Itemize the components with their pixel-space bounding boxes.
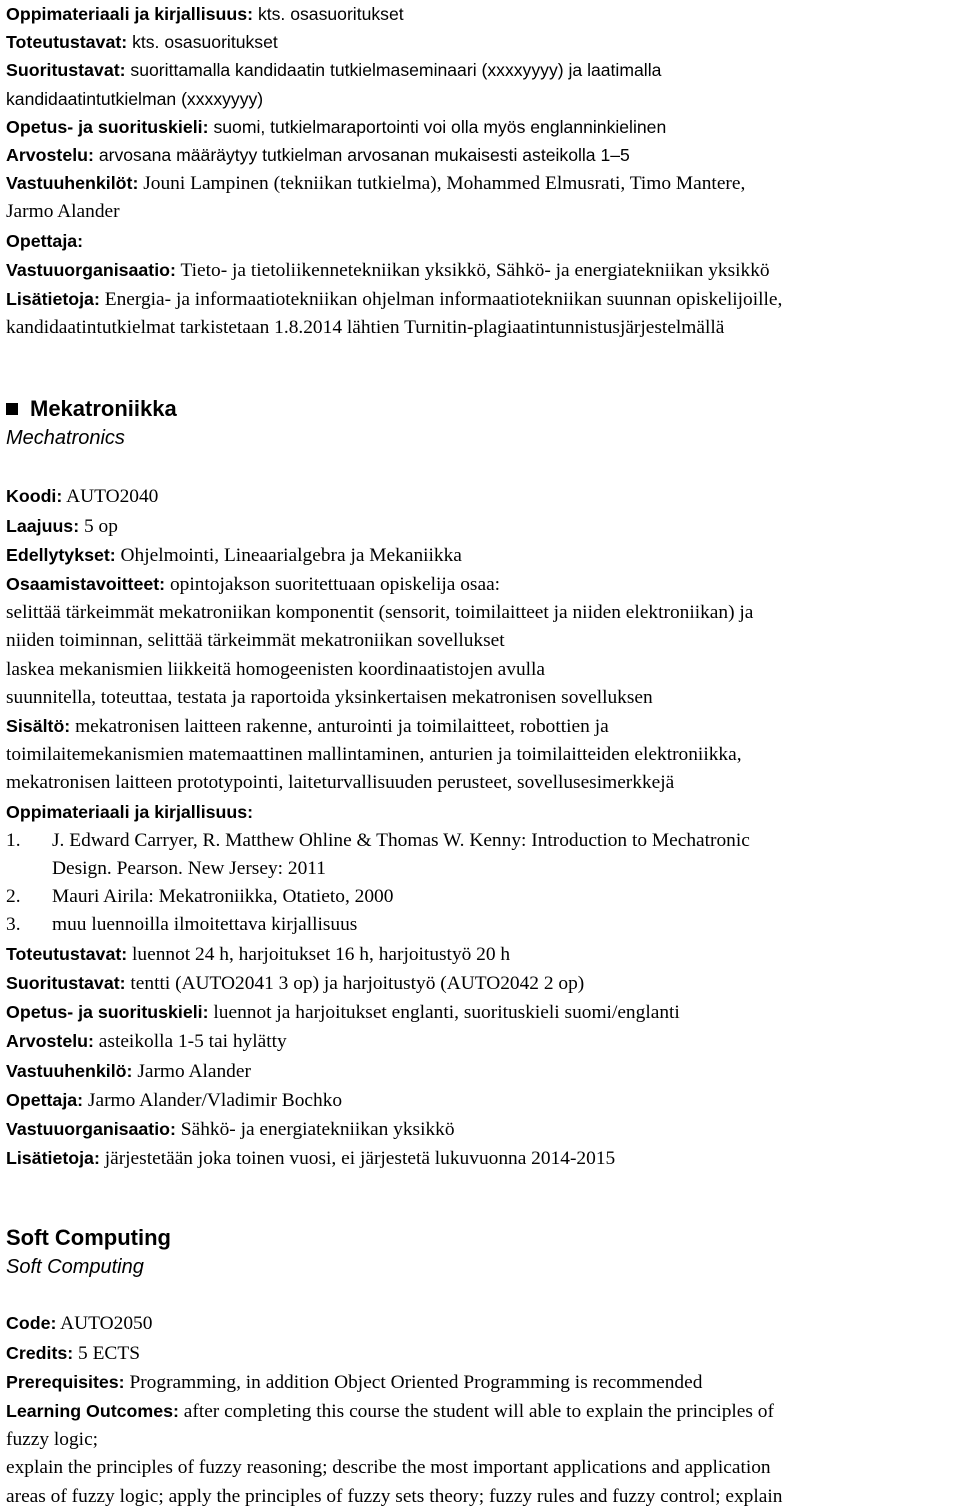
label: Opetus- ja suorituskieli: xyxy=(6,1002,209,1023)
oppimateriaali-line xyxy=(6,0,954,28)
label: Vastuuorganisaatio: xyxy=(6,259,176,280)
value: suorittamalla kandidaatin tutkielmaseminaari (xxxxyyyy) ja laatimalla xyxy=(125,60,662,81)
oppimateriaali-heading xyxy=(6,798,954,827)
value: luennot ja harjoitukset englanti, suorituskieli suomi/englanti xyxy=(208,1002,680,1024)
reference-item xyxy=(6,827,954,855)
list-number: 3. xyxy=(6,914,21,936)
label: Edellytykset: xyxy=(6,544,116,565)
label: Prerequisites: xyxy=(6,1371,125,1392)
label: Vastuuorganisaatio: xyxy=(6,1118,176,1139)
lisatietoja-continuation: kandidaatintutkielmat tarkistetaan 1.8.2014 lähtien Turnitin-plagiaatintunnistusjärjestelmällä xyxy=(6,317,725,339)
list-number: 2. xyxy=(6,886,21,908)
label: Credits: xyxy=(6,1342,74,1363)
label: Suoritustavat: xyxy=(6,60,126,81)
value: suomi, tutkielmaraportointi voi olla myös englanninkielinen xyxy=(208,116,667,137)
label: Learning Outcomes: xyxy=(6,1400,179,1421)
label: Lisätietoja: xyxy=(6,289,100,310)
value: kts. osasuoritukset xyxy=(127,32,278,53)
credits-line xyxy=(6,1339,954,1368)
learning-outcomes-continuation: fuzzy logic; xyxy=(6,1429,99,1451)
label: Opettaja: xyxy=(6,1089,84,1110)
value: Ohjelmointi, Lineaarialgebra ja Mekaniikka xyxy=(115,544,462,566)
outcome-line: suunnitella, toteuttaa, testata ja raportoida yksinkertaisen mekatronisen sovelluksen xyxy=(6,686,653,708)
osaamistavoitteet-line xyxy=(6,570,954,599)
reference-item xyxy=(6,911,954,939)
label: Oppimateriaali ja kirjallisuus: xyxy=(6,801,254,822)
label: Opetus- ja suorituskieli: xyxy=(6,116,209,137)
label: Toteutustavat: xyxy=(6,943,128,964)
value: Jarmo Alander xyxy=(132,1060,251,1082)
top-section xyxy=(6,0,954,342)
value: arvosana määräytyy tutkielman arvosanan mukaisesti asteikolla 1–5 xyxy=(93,145,630,166)
list-indent xyxy=(6,855,52,883)
toteutustavat-line xyxy=(6,28,954,56)
reference-text: Mauri Airila: Mekatroniikka, Otatieto, 2000 xyxy=(52,886,394,908)
reference-item xyxy=(6,883,954,911)
outcome-line: laskea mekanismien liikkeitä homogeenisten koordinaatistojen avulla xyxy=(6,658,546,680)
value: Sähkö- ja energiatekniikan yksikkö xyxy=(175,1118,455,1140)
laajuus-line xyxy=(6,512,954,541)
label: Vastuuhenkilöt: xyxy=(6,173,139,194)
label: Lisätietoja: xyxy=(6,1148,100,1169)
lisatietoja-line xyxy=(6,285,954,314)
value: Jouni Lampinen (tekniikan tutkielma), Mohammed Elmusrati, Timo Mantere, xyxy=(138,173,746,195)
label: Koodi: xyxy=(6,486,63,507)
outcome-line: selittää tärkeimmät mekatroniikan komponentit (sensorit, toimilaitteet ja niiden elektroniikan) ja xyxy=(6,602,754,624)
suoritustavat-line xyxy=(6,969,954,998)
label: Suoritustavat: xyxy=(6,972,126,993)
label: Code: xyxy=(6,1313,57,1334)
section-subtitle: Mechatronics xyxy=(6,427,125,450)
section-title xyxy=(6,394,954,424)
value: mekatronisen laitteen rakenne, anturointi ja toimilaitteet, robottien ja xyxy=(70,716,609,738)
square-bullet-icon xyxy=(6,403,18,415)
vastuuorganisaatio-line xyxy=(6,1115,954,1144)
section-subtitle: Soft Computing xyxy=(6,1256,144,1279)
opettaja-line xyxy=(6,227,954,256)
label: Osaamistavoitteet: xyxy=(6,574,166,595)
value: after completing this course the student will able to explain the principles of xyxy=(178,1400,774,1422)
value: luennot 24 h, harjoitukset 16 h, harjoitustyö 20 h xyxy=(127,943,511,965)
value: 5 op xyxy=(79,515,118,537)
value: Tieto- ja tietoliikennetekniikan yksikkö, Sähkö- ja energiatekniikan yksikkö xyxy=(175,259,770,281)
label: Opettaja: xyxy=(6,230,84,251)
label: Vastuuhenkilö: xyxy=(6,1060,133,1081)
learning-outcomes-line xyxy=(6,1397,954,1426)
value: opintojakson suoritettuaan opiskelija osaa: xyxy=(165,574,501,596)
learning-outcomes-continuation: explain the principles of fuzzy reasoning; describe the most important applications and application xyxy=(6,1457,771,1479)
reference-continuation xyxy=(6,855,954,883)
value: kts. osasuoritukset xyxy=(253,4,404,24)
reference-text: Design. Pearson. New Jersey: 2011 xyxy=(52,858,326,880)
sisalto-continuation: toimilaitemekanismien matemaattinen mallintaminen, anturien ja toimilaitteiden elektroniikka, xyxy=(6,744,742,766)
value: Jarmo Alander/Vladimir Bochko xyxy=(83,1089,343,1111)
label: Arvostelu: xyxy=(6,145,94,166)
outcome-line: niiden toiminnan, selittää tärkeimmät mekatroniikan sovellukset xyxy=(6,630,505,652)
code-line xyxy=(6,1309,954,1338)
reference-text: muu luennoilla ilmoitettava kirjallisuus xyxy=(52,914,358,936)
value: Programming, in addition Object Oriented Programming is recommended xyxy=(124,1371,703,1393)
vastuuhenkilot-continuation: Jarmo Alander xyxy=(6,201,120,223)
soft-computing-section xyxy=(6,1223,954,1510)
learning-outcomes-continuation: areas of fuzzy logic; apply the principles of fuzzy sets theory; fuzzy rules and fuzzy control; explain xyxy=(6,1485,783,1507)
opettaja-line xyxy=(6,1086,954,1115)
vastuuorganisaatio-line xyxy=(6,256,954,285)
opetuskieli-line xyxy=(6,113,954,141)
label: Laajuus: xyxy=(6,515,80,536)
koodi-line xyxy=(6,482,954,511)
section-title: Soft Computing xyxy=(6,1225,171,1251)
value: AUTO2040 xyxy=(62,486,159,508)
value: asteikolla 1-5 tai hylätty xyxy=(93,1031,287,1053)
list-number: 1. xyxy=(6,829,21,851)
edellytykset-line xyxy=(6,541,954,570)
vastuuhenkilo-line xyxy=(6,1057,954,1086)
label: Oppimateriaali ja kirjallisuus: xyxy=(6,4,254,24)
opetuskieli-line xyxy=(6,998,954,1027)
lisatietoja-line xyxy=(6,1144,954,1173)
arvostelu-line xyxy=(6,1027,954,1056)
vastuuhenkilot-line xyxy=(6,169,954,198)
reference-text: J. Edward Carryer, R. Matthew Ohline & Thomas W. Kenny: Introduction to Mechatronic xyxy=(52,829,750,851)
sisalto-continuation: mekatronisen laitteen prototypointi, laiteturvallisuuden perusteet, sovellusesimerkkejä xyxy=(6,772,675,794)
suoritustavat-continuation: kandidaatintutkielman (xxxxyyyy) xyxy=(6,88,264,109)
toteutustavat-line xyxy=(6,940,954,969)
mekatroniikka-section xyxy=(6,394,954,1173)
prerequisites-line xyxy=(6,1368,954,1397)
value: tentti (AUTO2041 3 op) ja harjoitustyö (AUTO2042 2 op) xyxy=(125,972,585,994)
value: AUTO2050 xyxy=(56,1313,153,1335)
value: Energia- ja informaatiotekniikan ohjelman informaatiotekniikan suunnan opiskelijoille, xyxy=(99,289,783,311)
sisalto-line xyxy=(6,712,954,741)
label: Sisältö: xyxy=(6,716,71,737)
value: järjestetään joka toinen vuosi, ei järjestetä lukuvuonna 2014-2015 xyxy=(99,1148,616,1170)
label: Arvostelu: xyxy=(6,1031,94,1052)
label: Toteutustavat: xyxy=(6,32,128,53)
arvostelu-line xyxy=(6,141,954,169)
value: 5 ECTS xyxy=(73,1342,140,1364)
suoritustavat-line xyxy=(6,56,954,84)
title-text: Mekatroniikka xyxy=(30,396,177,422)
